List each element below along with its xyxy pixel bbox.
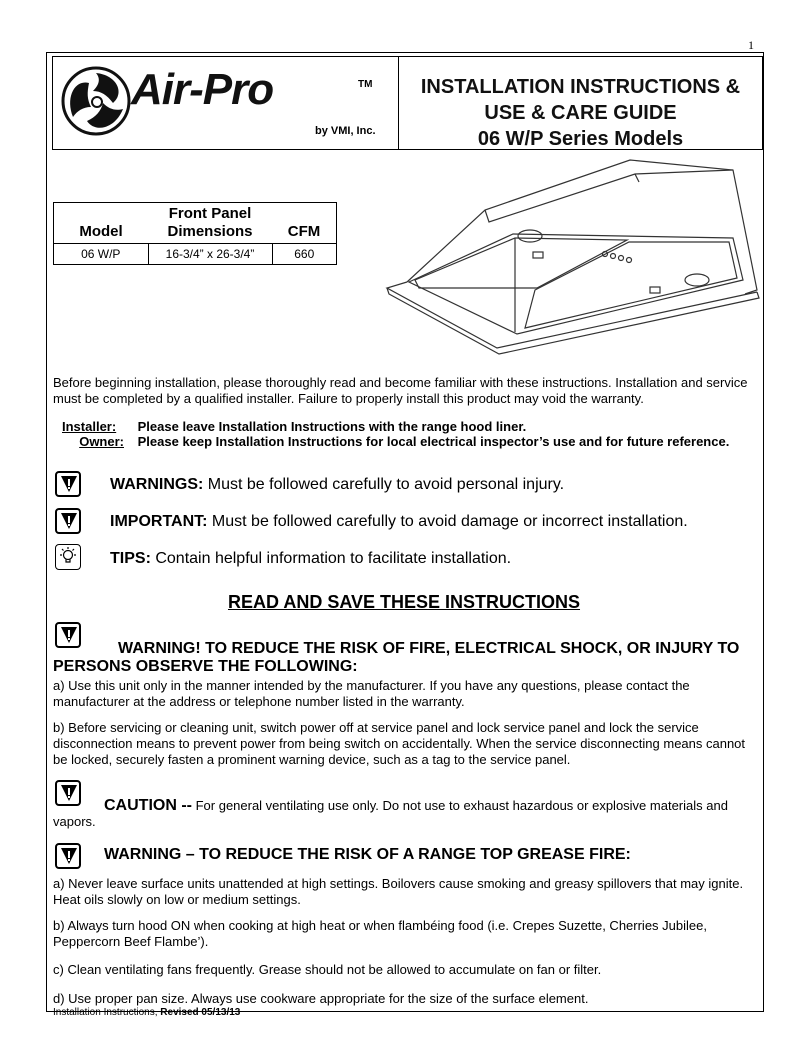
brand-subtitle: by VMI, Inc. [315,125,376,137]
footer [53,1007,240,1018]
read-save-heading: READ AND SAVE THESE INSTRUCTIONS [227,592,581,612]
col-header-cfm-line2: CFM [287,223,321,240]
warning2-heading: WARNING – TO REDUCE THE RISK OF A RANGE TOP GREASE FIRE: [104,846,631,863]
warning-icon [55,843,81,869]
important-icon [55,508,81,534]
table-row [54,244,337,265]
title-line-3: 06 W/P Series Models [477,128,684,150]
fan-logo-icon [61,65,131,137]
caution-text: For general ventilating use only. Do not use to exhaust hazardous or explosive materials and vapors. [53,798,728,829]
legend-tips-label: TIPS: [110,550,151,567]
warning2-item-d: d) Use proper pan size. Always use cookware appropriate for the size of the surface element. [53,991,589,1006]
legend-important-text: Must be followed carefully to avoid damage or incorrect installation. [211,513,688,530]
tip-lightbulb-icon [55,544,81,570]
range-hood-illustration [385,152,767,362]
installer-label: Installer: [62,419,117,434]
col-header-dimensions-line1: Front Panel [168,205,252,222]
warning1-heading-line1: WARNING! TO REDUCE THE RISK OF FIRE, ELECTRICAL SHOCK, OR INJURY TO [118,640,740,657]
brand-name: Air-Pro [131,65,274,114]
header-box [52,56,763,150]
col-header-dimensions [148,203,272,244]
cell-model: 06 W/P [54,244,149,265]
warning-icon [55,471,81,497]
intro-paragraph: Before beginning installation, please thoroughly read and become familiar with these instructions. Installation and service must be completed by a qualified installer. Failure to properly install this product may void the warranty. [53,375,748,406]
logo [53,57,399,149]
installer-note [62,419,526,435]
owner-note [62,434,729,450]
legend-warnings-label: WARNINGS: [110,476,204,493]
warning1-item-a: a) Use this unit only in the manner intended by the manufacturer. If you have any questions, please contact the manufacturer at the address or telephone number listed in the warranty. [53,678,690,709]
footer-revised: Revised 05/13/13 [160,1007,241,1018]
caution-paragraph [53,798,753,830]
footer-text: Installation Instructions, [53,1007,161,1018]
warning2-item-a: a) Never leave surface units unattended at high settings. Boilovers cause smoking and greasy spillovers that may ignite. Heat oils slowly on low or medium settings. [53,876,744,907]
legend-important [110,513,688,531]
cell-dimensions: 16-3/4” x 26-3/4” [148,244,272,265]
col-header-dimensions-line2: Dimensions [167,223,253,240]
cell-cfm: 660 [272,244,337,265]
page-number: 1 [748,38,754,52]
legend-warnings [110,476,564,494]
warning2-item-c: c) Clean ventilating fans frequently. Grease should not be allowed to accumulate on fan or filter. [53,962,602,977]
legend-warnings-text: Must be followed carefully to avoid personal injury. [207,476,565,493]
caution-label: CAUTION -- [104,797,192,814]
owner-label: Owner: [79,434,124,449]
warning1-item-b: b) Before servicing or cleaning unit, switch power off at service panel and lock service panel and lock the service disconnection means to prevent power from being switch on accidentally. When the service disconnecting means cannot be locked, securely fasten a prominent warning device, such as a tag to the service panel. [53,720,746,767]
installer-text: Please leave Installation Instructions with the range hood liner. [137,419,527,434]
legend-important-label: IMPORTANT: [110,513,208,530]
col-header-model [54,203,149,244]
owner-text: Please keep Installation Instructions for local electrical inspector’s use and for future reference. [137,434,730,449]
document-title [399,57,762,149]
col-header-cfm [272,203,337,244]
warning1-heading-line2: PERSONS OBSERVE THE FOLLOWING: [53,658,358,675]
col-header-model-line2: Model [79,223,123,240]
title-line-1: INSTALLATION INSTRUCTIONS & [420,76,741,98]
legend-tips-text: Contain helpful information to facilitate installation. [155,550,512,567]
title-line-2: USE & CARE GUIDE [484,102,677,124]
spec-table [53,202,337,265]
legend-tips [110,550,511,568]
warning-icon [55,622,81,648]
warning2-item-b: b) Always turn hood ON when cooking at high heat or when flambéing food (i.e. Crepes Suzette, Cherries Jubilee, Peppercorn Beef Flambe’). [53,918,707,949]
trademark: TM [358,79,373,90]
